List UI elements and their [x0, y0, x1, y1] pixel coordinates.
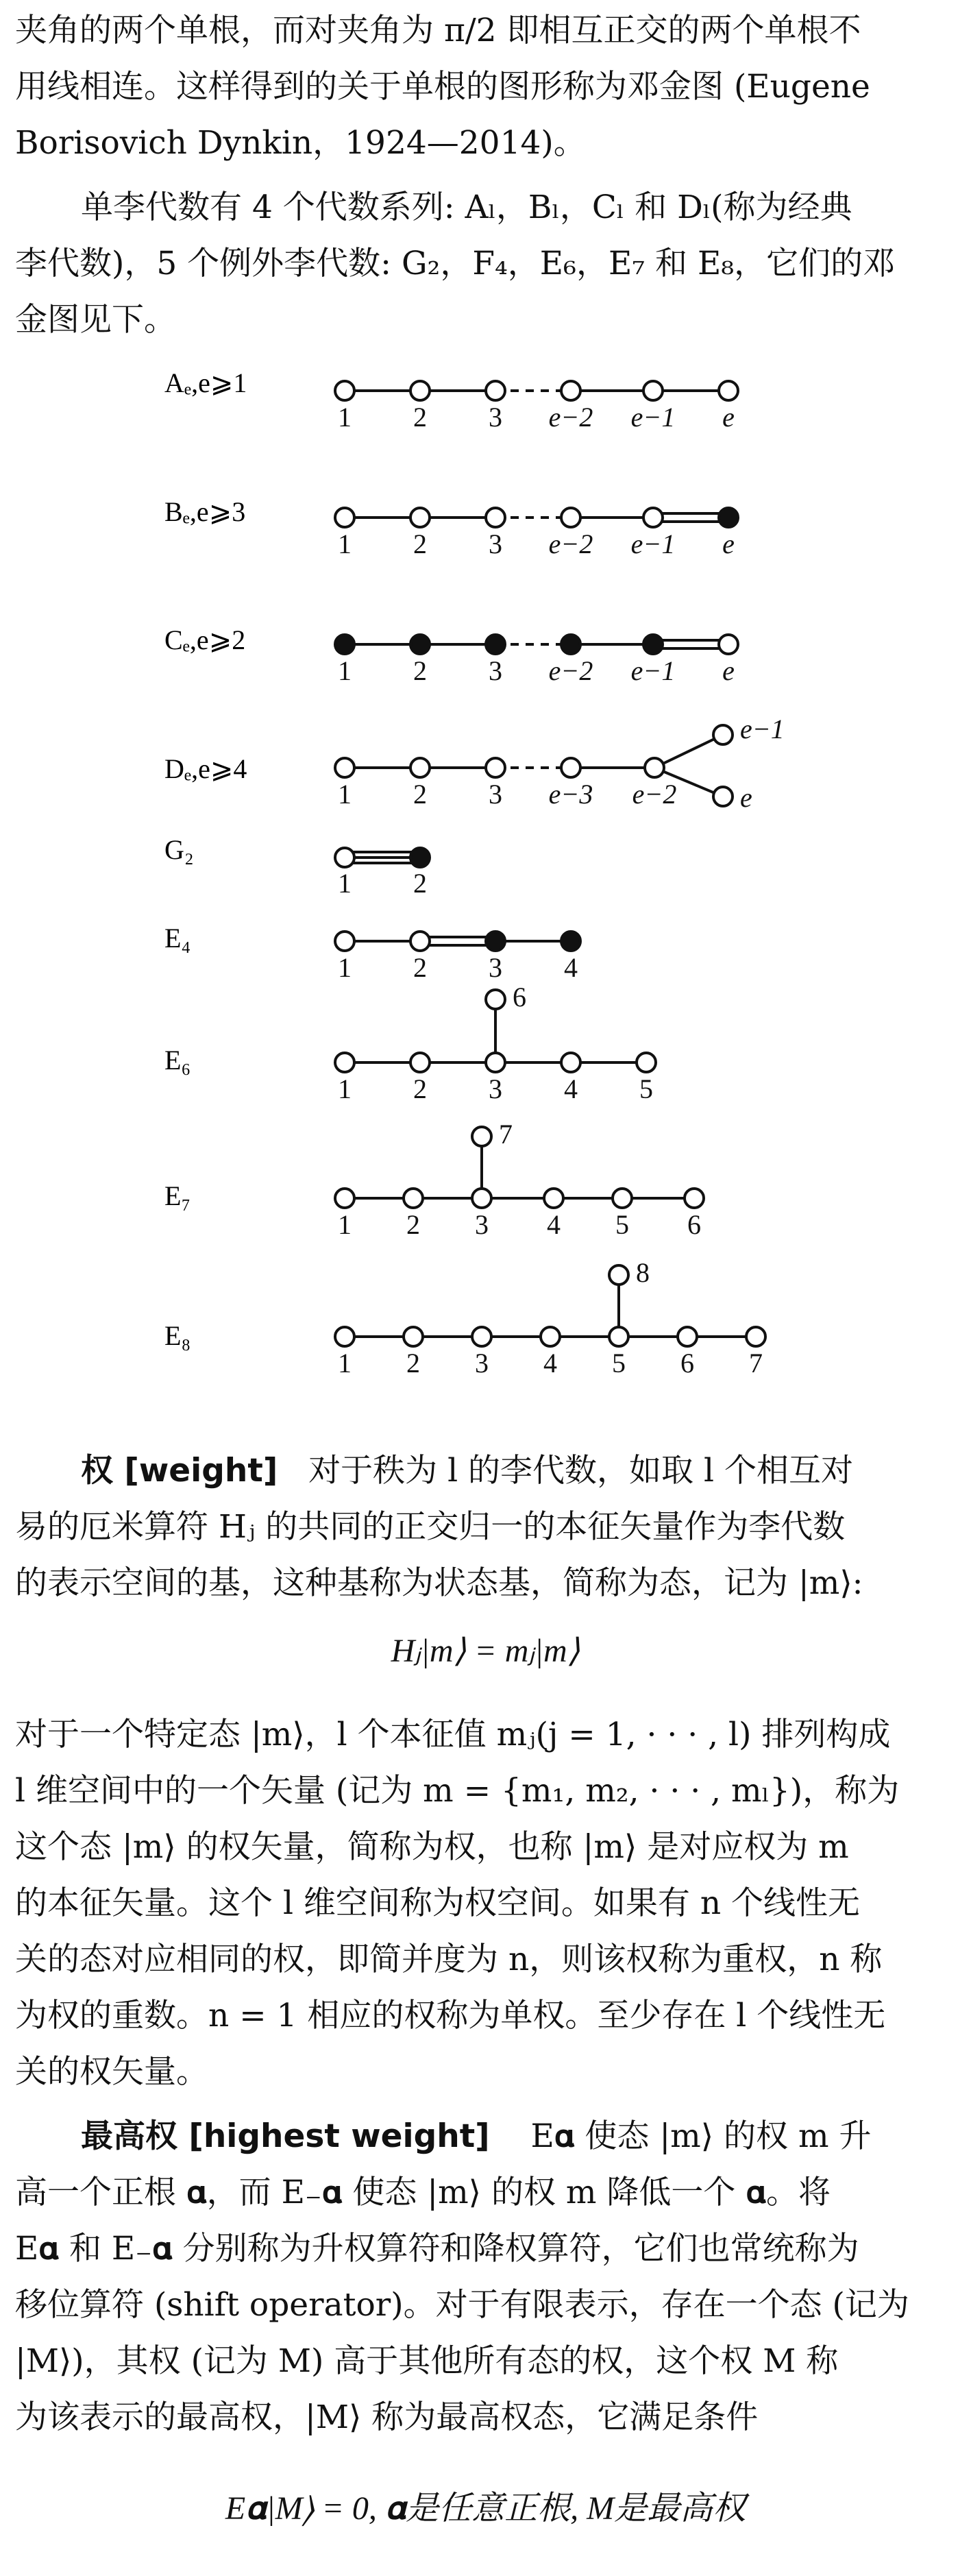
- series-line-2: 李代数)，5 个例外李代数: G₂，F₄，E₆，E₇ 和 E₈，它们的邓: [15, 245, 896, 282]
- node-label: 2: [406, 1209, 420, 1240]
- node-label: 1: [338, 779, 352, 810]
- node-label: 5: [639, 1073, 653, 1104]
- node-label: 2: [413, 868, 427, 899]
- weight-line-7: 的本征矢量。这个 l 维空间称为权空间。如果有 n 个线性无: [15, 1884, 861, 1922]
- node-open: [561, 1053, 580, 1072]
- node-open: [410, 758, 430, 777]
- highest-line-1: [15, 2109, 955, 2165]
- node-open: [335, 758, 354, 777]
- node-label: 4: [564, 1073, 578, 1104]
- node-open: [609, 1327, 628, 1346]
- node-label: 7: [749, 1348, 763, 1378]
- node-open: [643, 508, 663, 527]
- node-open: [410, 508, 430, 527]
- node-label: 4: [547, 1209, 561, 1240]
- node-filled: [719, 508, 738, 527]
- node-open: [685, 1189, 704, 1208]
- node-open: [404, 1327, 423, 1346]
- node-label: 2: [413, 952, 427, 983]
- node-open: [544, 1189, 563, 1208]
- weight-line-6: 这个态 |m⟩ 的权矢量，简称为权，也称 |m⟩ 是对应权为 m: [15, 1828, 849, 1866]
- node-label: 2: [413, 1073, 427, 1104]
- node-label: e−1: [630, 402, 676, 433]
- node-label: 8: [636, 1257, 650, 1288]
- node-label: 2: [413, 402, 427, 433]
- node-label: 4: [564, 952, 578, 983]
- node-label: e: [722, 528, 735, 559]
- node-label: 4: [543, 1348, 557, 1378]
- highest-line-1-text: E𝛂 使态 |m⟩ 的权 m 升: [530, 2117, 872, 2155]
- intro-line-1: 夹角的两个单根，而对夹角为 π/2 即相互正交的两个单根不: [15, 12, 861, 49]
- node-label: 3: [489, 402, 502, 433]
- node-label: 3: [475, 1209, 489, 1240]
- node-label: 1: [338, 402, 352, 433]
- node-label: 6: [687, 1209, 701, 1240]
- node-filled: [486, 932, 505, 951]
- node-open: [645, 758, 664, 777]
- node-label: 3: [489, 952, 502, 983]
- node-open: [486, 381, 505, 400]
- node-open: [335, 848, 354, 867]
- node-open: [410, 381, 430, 400]
- node-label: 1: [338, 1348, 352, 1378]
- weight-line-9: 为权的重数。n = 1 相应的权称为单权。至少存在 l 个线性无: [15, 1997, 886, 2034]
- node-open: [609, 1265, 628, 1285]
- node-open: [637, 1053, 656, 1072]
- node-label: 6: [513, 982, 526, 1012]
- node-label: 3: [489, 528, 502, 559]
- node-open: [335, 932, 354, 951]
- node-open: [486, 1053, 505, 1072]
- node-open: [335, 1189, 354, 1208]
- node-filled: [410, 848, 430, 867]
- node-open: [713, 725, 733, 744]
- node-label: 3: [489, 1073, 502, 1104]
- node-open: [561, 381, 580, 400]
- weight-term: 权 [weight]: [81, 1452, 278, 1490]
- node-label: e−1: [740, 714, 785, 744]
- highest-formula: E𝛂|M⟩ = 0, 𝛂是任意正根, M是最高权: [225, 2490, 746, 2527]
- node-label: e: [722, 402, 735, 433]
- node-label: e−2: [548, 528, 593, 559]
- node-label: 2: [413, 655, 427, 686]
- label-C: Cₑ,e⩾2: [164, 624, 246, 655]
- node-filled: [643, 635, 663, 654]
- node-open: [472, 1127, 491, 1146]
- node-label: e−3: [548, 779, 593, 810]
- weight-formula: Hⱼ|m⟩ = mⱼ|m⟩: [391, 1633, 580, 1669]
- highest-line-6: 为该表示的最高权，|M⟩ 称为最高权态，它满足条件: [15, 2398, 759, 2436]
- node-filled: [561, 932, 580, 951]
- node-label: 6: [680, 1348, 694, 1378]
- node-label: 1: [338, 528, 352, 559]
- node-label: e−1: [630, 528, 676, 559]
- label-D: Dₑ,e⩾4: [164, 753, 247, 784]
- node-open: [678, 1327, 697, 1346]
- label-E6: E₆: [164, 1045, 191, 1076]
- node-open: [486, 508, 505, 527]
- node-label: 5: [615, 1209, 629, 1240]
- node-open: [719, 381, 738, 400]
- node-open: [746, 1327, 765, 1346]
- highest-line-3: E𝛂 和 E₋𝛂 分别称为升权算符和降权算符，它们也常统称为: [15, 2230, 859, 2268]
- highest-line-2: 高一个正根 𝛂，而 E₋𝛂 使态 |m⟩ 的权 m 降低一个 𝛂。将: [15, 2174, 831, 2211]
- node-label: 1: [338, 655, 352, 686]
- label-B: Bₑ,e⩾3: [164, 496, 246, 527]
- node-open: [541, 1327, 560, 1346]
- node-filled: [561, 635, 580, 654]
- label-E4: E₄: [164, 923, 191, 953]
- node-label: e−2: [632, 779, 677, 810]
- node-label: 3: [475, 1348, 489, 1378]
- series-line-1: 单李代数有 4 个代数系列: Aₗ，Bₗ，Cₗ 和 Dₗ(称为经典: [81, 189, 852, 226]
- weight-line-1-text: 对于秩为 l 的李代数，如取 l 个相互对: [308, 1452, 853, 1490]
- label-E8: E₈: [164, 1320, 191, 1351]
- node-open: [719, 635, 738, 654]
- node-label: 2: [406, 1348, 420, 1378]
- node-label: 1: [338, 952, 352, 983]
- node-label: e−2: [548, 655, 593, 686]
- node-open: [335, 508, 354, 527]
- node-label: e: [722, 655, 735, 686]
- weight-line-10: 关的权矢量。: [15, 2053, 208, 2091]
- highest-term: 最高权 [highest weight]: [81, 2117, 490, 2155]
- node-open: [410, 932, 430, 951]
- node-label: 2: [413, 528, 427, 559]
- node-label: 3: [489, 655, 502, 686]
- node-label: 2: [413, 779, 427, 810]
- node-open: [613, 1189, 632, 1208]
- node-label: 1: [338, 1209, 352, 1240]
- node-label: e−2: [548, 402, 593, 433]
- node-label: 5: [612, 1348, 626, 1378]
- intro-line-3: Borisovich Dynkin，1924—2014)。: [15, 124, 586, 162]
- node-filled: [486, 635, 505, 654]
- node-label: 7: [499, 1119, 513, 1150]
- node-open: [404, 1189, 423, 1208]
- node-open: [335, 1327, 354, 1346]
- weight-line-5: l 维空间中的一个矢量 (记为 m = {m₁, m₂, · · · , mₗ})，称为: [15, 1772, 900, 1810]
- edge: [654, 735, 723, 768]
- node-open: [335, 1053, 354, 1072]
- node-filled: [335, 635, 354, 654]
- node-open: [643, 381, 663, 400]
- node-label: e: [740, 782, 752, 813]
- intro-line-2: 用线相连。这样得到的关于单根的图形称为邓金图 (Eugene: [15, 68, 870, 106]
- label-G2: G₂: [164, 834, 194, 865]
- node-label: 3: [489, 779, 502, 810]
- node-open: [410, 1053, 430, 1072]
- node-open: [561, 508, 580, 527]
- series-line-3: 金图见下。: [15, 301, 176, 339]
- highest-line-4: 移位算符 (shift operator)。对于有限表示，存在一个态 (记为: [15, 2286, 909, 2324]
- node-label: 1: [338, 1073, 352, 1104]
- label-E7: E₇: [164, 1180, 191, 1211]
- weight-line-2: 易的厄米算符 Hⱼ 的共同的正交归一的本征矢量作为李代数: [15, 1508, 846, 1546]
- node-open: [713, 787, 733, 806]
- node-open: [335, 381, 354, 400]
- node-label: 1: [338, 868, 352, 899]
- weight-line-3: 的表示空间的基，这种基称为状态基，简称为态，记为 |m⟩:: [15, 1564, 863, 1602]
- node-open: [486, 758, 505, 777]
- label-A: Aₑ,e⩾1: [164, 367, 247, 398]
- highest-line-5: |M⟩)，其权 (记为 M) 高于其他所有态的权，这个权 M 称: [15, 2342, 839, 2380]
- node-open: [472, 1189, 491, 1208]
- node-filled: [410, 635, 430, 654]
- weight-line-8: 关的态对应相同的权，即简并度为 n，则该权称为重权，n 称: [15, 1941, 883, 1978]
- node-open: [472, 1327, 491, 1346]
- node-open: [561, 758, 580, 777]
- node-label: e−1: [630, 655, 676, 686]
- node-open: [486, 990, 505, 1009]
- weight-line-1: [15, 1443, 955, 1499]
- weight-line-4: 对于一个特定态 |m⟩，l 个本征值 mⱼ(j = 1, · · · , l) 排列构成: [15, 1716, 891, 1753]
- dynkin-diagrams: [0, 356, 971, 1426]
